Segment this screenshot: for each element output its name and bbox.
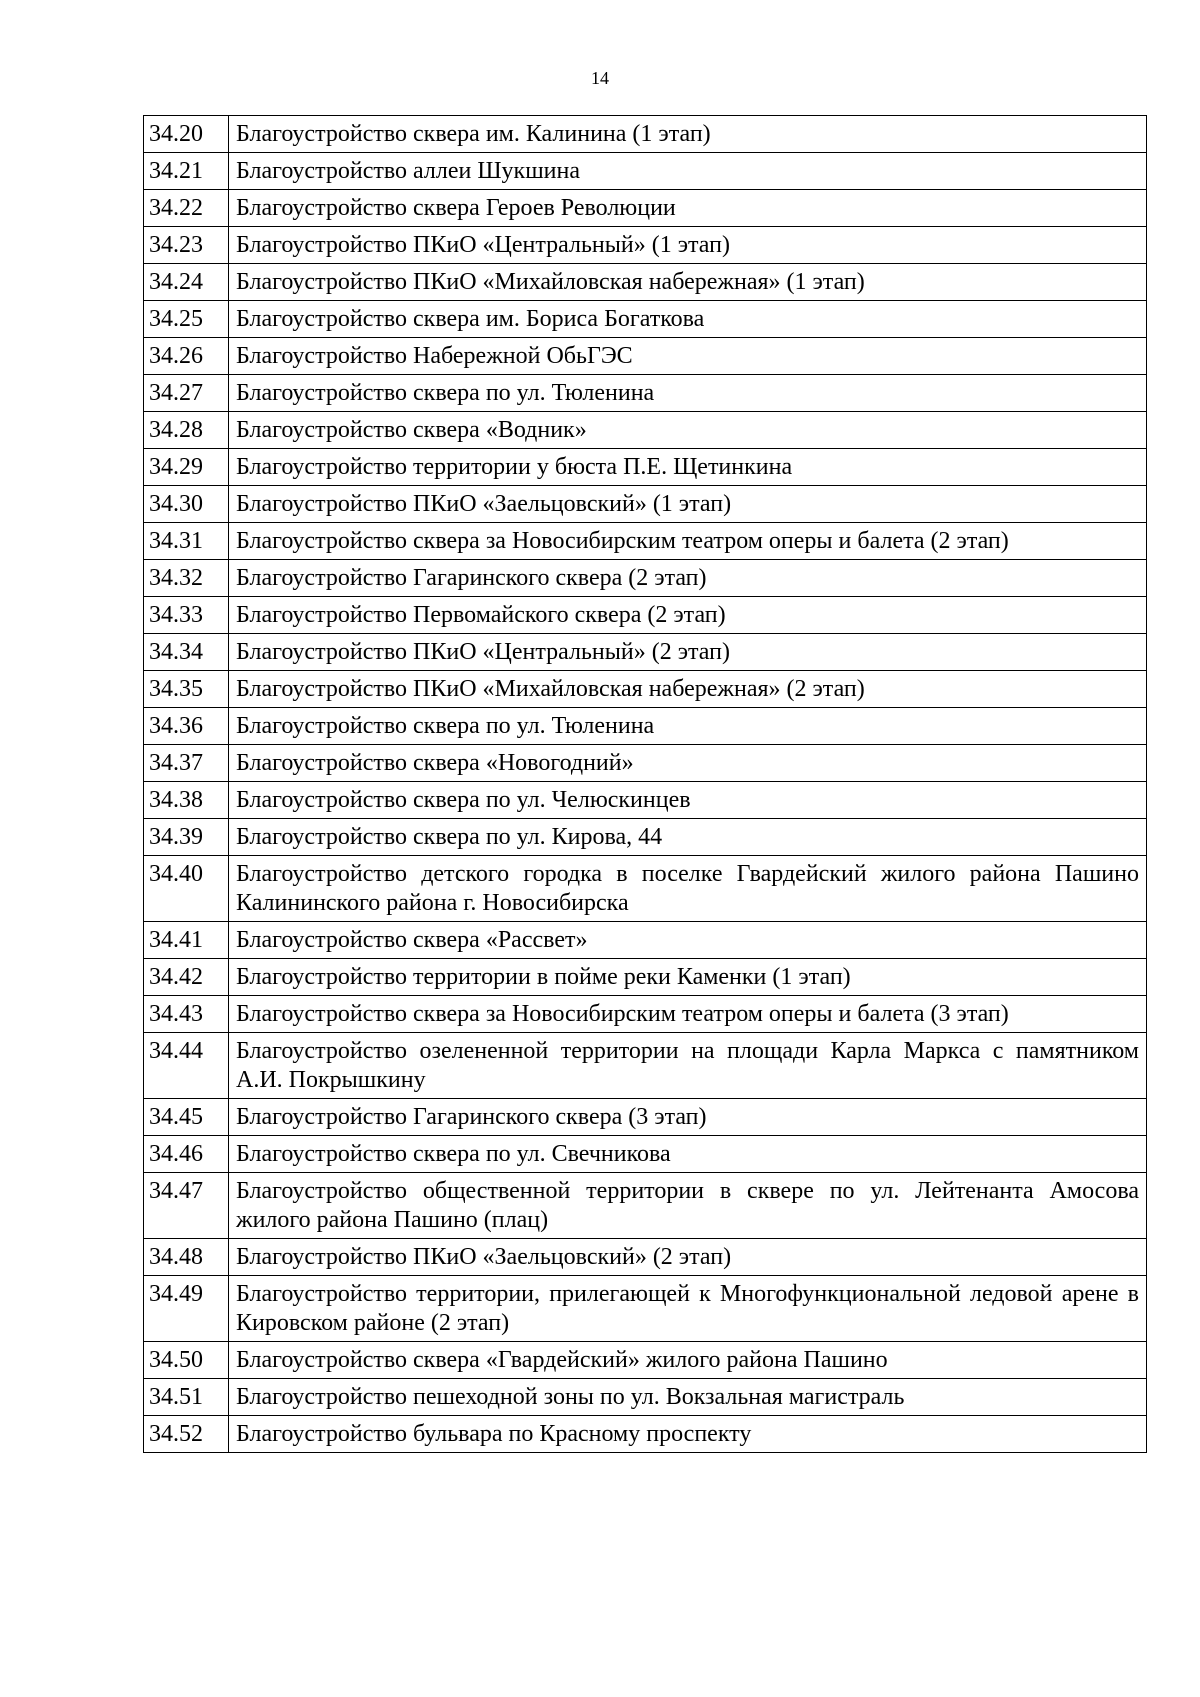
table-row [144,301,1147,338]
row-number: 34.47 [144,1173,229,1239]
row-number: 34.40 [144,856,229,922]
table-row [144,1033,1147,1099]
table-row [144,597,1147,634]
row-number: 34.51 [144,1379,229,1416]
table-row [144,412,1147,449]
table-row [144,523,1147,560]
table-row [144,1342,1147,1379]
table-row [144,1173,1147,1239]
row-number: 34.37 [144,745,229,782]
row-description: Благоустройство сквера по ул. Тюленина [229,708,1147,745]
table-row [144,959,1147,996]
row-description: Благоустройство сквера по ул. Свечникова [229,1136,1147,1173]
row-description: Благоустройство сквера по ул. Челюскинцев [229,782,1147,819]
row-number: 34.25 [144,301,229,338]
row-description: Благоустройство сквера им. Калинина (1 этап) [229,116,1147,153]
row-number: 34.21 [144,153,229,190]
row-description: Благоустройство ПКиО «Центральный» (2 этап) [229,634,1147,671]
row-description: Благоустройство сквера «Рассвет» [229,922,1147,959]
row-number: 34.30 [144,486,229,523]
table-row [144,1239,1147,1276]
row-description: Благоустройство территории, прилегающей к Многофункциональной ледовой арене в Кировском районе (2 этап) [229,1276,1147,1342]
row-number: 34.38 [144,782,229,819]
table-row [144,1099,1147,1136]
row-number: 34.41 [144,922,229,959]
table-row [144,153,1147,190]
row-description: Благоустройство Гагаринского сквера (3 этап) [229,1099,1147,1136]
table-row [144,634,1147,671]
table-row [144,375,1147,412]
table-row [144,1416,1147,1453]
table-row [144,819,1147,856]
row-number: 34.36 [144,708,229,745]
row-description: Благоустройство аллеи Шукшина [229,153,1147,190]
items-table [143,115,1147,1453]
row-description: Благоустройство сквера им. Бориса Богаткова [229,301,1147,338]
table-row [144,782,1147,819]
row-description: Благоустройство сквера за Новосибирским театром оперы и балета (3 этап) [229,996,1147,1033]
row-description: Благоустройство сквера «Водник» [229,412,1147,449]
row-description: Благоустройство территории в пойме реки Каменки (1 этап) [229,959,1147,996]
row-description: Благоустройство сквера Героев Революции [229,190,1147,227]
table-row [144,856,1147,922]
row-description: Благоустройство территории у бюста П.Е. Щетинкина [229,449,1147,486]
row-description: Благоустройство бульвара по Красному проспекту [229,1416,1147,1453]
table-row [144,922,1147,959]
row-number: 34.50 [144,1342,229,1379]
table-row [144,264,1147,301]
row-number: 34.26 [144,338,229,375]
row-description: Благоустройство Набережной ОбьГЭС [229,338,1147,375]
table-row [144,190,1147,227]
row-number: 34.44 [144,1033,229,1099]
table-row [144,671,1147,708]
row-description: Благоустройство Первомайского сквера (2 этап) [229,597,1147,634]
row-number: 34.42 [144,959,229,996]
table-row [144,1379,1147,1416]
row-number: 34.49 [144,1276,229,1342]
table-row [144,449,1147,486]
row-description: Благоустройство ПКиО «Центральный» (1 этап) [229,227,1147,264]
row-description: Благоустройство пешеходной зоны по ул. Вокзальная магистраль [229,1379,1147,1416]
row-description: Благоустройство озелененной территории на площади Карла Маркса с памятником А.И. Покрышкину [229,1033,1147,1099]
table-row [144,338,1147,375]
row-description: Благоустройство детского городка в поселке Гвардейский жилого района Пашино Калининского района г. Новосибирска [229,856,1147,922]
row-number: 34.35 [144,671,229,708]
table-row [144,486,1147,523]
row-description: Благоустройство ПКиО «Михайловская набережная» (2 этап) [229,671,1147,708]
row-description: Благоустройство ПКиО «Заельцовский» (1 этап) [229,486,1147,523]
row-number: 34.45 [144,1099,229,1136]
row-number: 34.31 [144,523,229,560]
row-number: 34.33 [144,597,229,634]
table-row [144,227,1147,264]
row-number: 34.32 [144,560,229,597]
row-number: 34.48 [144,1239,229,1276]
table-row [144,1136,1147,1173]
row-description: Благоустройство сквера по ул. Кирова, 44 [229,819,1147,856]
row-number: 34.39 [144,819,229,856]
table-row [144,708,1147,745]
row-number: 34.28 [144,412,229,449]
row-description: Благоустройство сквера за Новосибирским театром оперы и балета (2 этап) [229,523,1147,560]
row-description: Благоустройство ПКиО «Михайловская набережная» (1 этап) [229,264,1147,301]
table-row [144,116,1147,153]
row-number: 34.29 [144,449,229,486]
row-number: 34.27 [144,375,229,412]
row-number: 34.24 [144,264,229,301]
row-description: Благоустройство общественной территории в сквере по ул. Лейтенанта Амосова жилого района Пашино (плац) [229,1173,1147,1239]
row-description: Благоустройство ПКиО «Заельцовский» (2 этап) [229,1239,1147,1276]
row-description: Благоустройство сквера по ул. Тюленина [229,375,1147,412]
table-row [144,560,1147,597]
table-row [144,1276,1147,1342]
table-row [144,996,1147,1033]
items-table-body [144,116,1147,1453]
row-description: Благоустройство сквера «Гвардейский» жилого района Пашино [229,1342,1147,1379]
row-number: 34.34 [144,634,229,671]
row-description: Благоустройство сквера «Новогодний» [229,745,1147,782]
row-number: 34.20 [144,116,229,153]
row-number: 34.52 [144,1416,229,1453]
row-number: 34.43 [144,996,229,1033]
row-number: 34.22 [144,190,229,227]
row-description: Благоустройство Гагаринского сквера (2 этап) [229,560,1147,597]
page-number: 14 [591,68,609,88]
row-number: 34.46 [144,1136,229,1173]
row-number: 34.23 [144,227,229,264]
table-row [144,745,1147,782]
